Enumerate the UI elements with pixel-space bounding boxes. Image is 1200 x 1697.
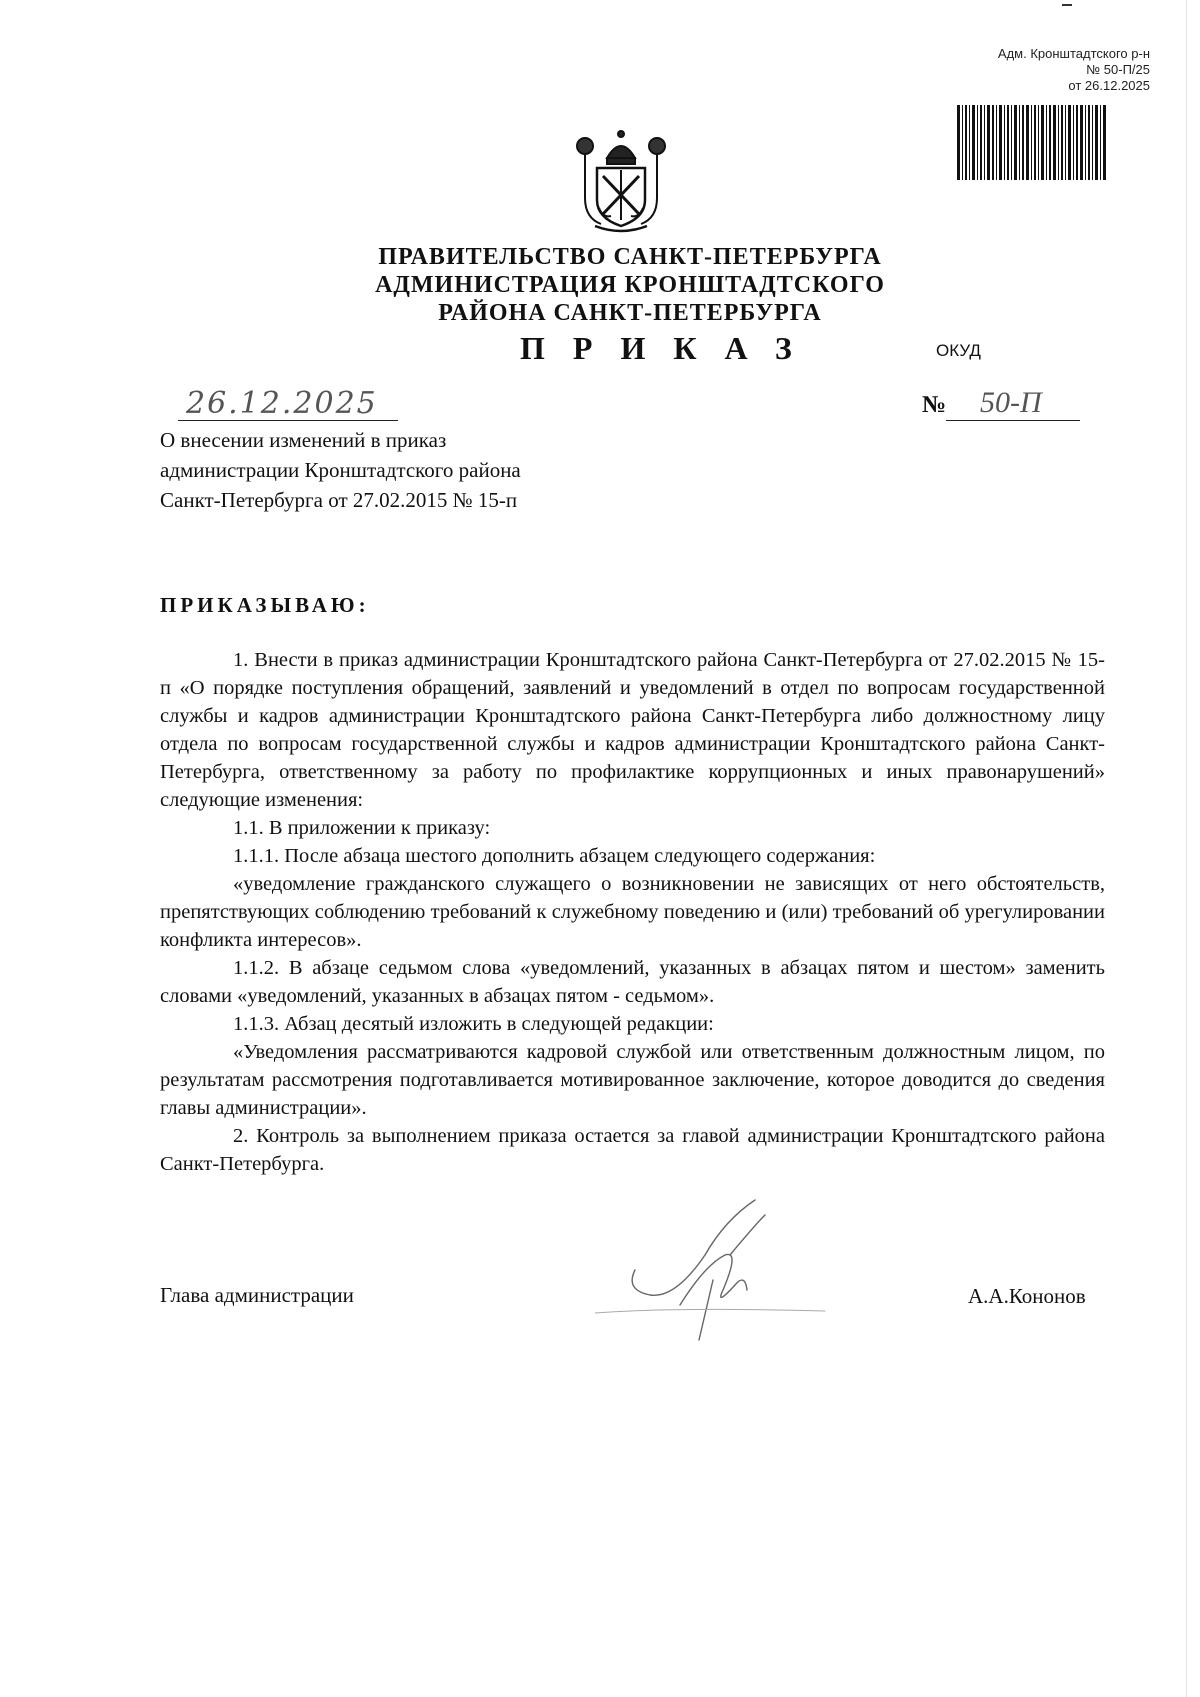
- paragraph-2: 2. Контроль за выполнением приказа остается за главой администрации Кронштадтского района Санкт-Петербурга.: [160, 1125, 1105, 1175]
- subject-line: О внесении изменений в приказ: [160, 428, 447, 452]
- signatory-position: Глава администрации: [160, 1283, 354, 1307]
- quoted-new-wording: «Уведомления рассматриваются кадровой службой или ответственным должностным лицом, по результатам рассмотрения подготавливается мотивированное заключение, которое доводится до сведения главы администрации».: [160, 1041, 1105, 1119]
- signatory-name: А.А.Кононов: [968, 1284, 1086, 1308]
- subject-line: Санкт-Петербурга от 27.02.2015 № 15-п: [160, 488, 518, 512]
- document-subject: [160, 425, 521, 515]
- handwritten-number: 50-П: [980, 386, 1042, 419]
- paragraph-1-1-3: 1.1.3. Абзац десятый изложить в следующей редакции:: [233, 1013, 714, 1035]
- header-district: РАЙОНА САНКТ-ПЕТЕРБУРГА: [438, 300, 822, 326]
- handwritten-signature: [595, 1195, 835, 1345]
- coat-of-arms-icon: [567, 128, 675, 233]
- subject-line: администрации Кронштадтского района: [160, 458, 521, 482]
- quoted-addition: «уведомление гражданского служащего о возникновении не зависящих от него обстоятельств, препятствующих соблюдению требований к служебному поведению и (или) требований об урегулировании конфликта интересов».: [160, 873, 1105, 951]
- order-heading: ПРИКАЗЫВАЮ:: [160, 593, 370, 617]
- paragraph-1-1-2: 1.1.2. В абзаце седьмом слова «уведомлений, указанных в абзацах пятом и шестом» заменить словами «уведомлений, указанных в абзацах пятом - седьмом».: [160, 957, 1105, 1007]
- paragraph-1-1: 1.1. В приложении к приказу:: [233, 817, 491, 839]
- order-body: [160, 646, 1105, 1178]
- document-type: ПРИКАЗ: [520, 330, 820, 366]
- barcode-icon: [957, 105, 1107, 180]
- scan-edge-line: [1186, 0, 1187, 1697]
- handwritten-date: 26.12.2025: [186, 386, 378, 421]
- okud-label: ОКУД: [936, 341, 981, 360]
- stamp-date: от 26.12.2025: [1068, 78, 1150, 93]
- stamp-office: Адм. Кронштадтского р-н: [997, 46, 1150, 61]
- paragraph-1-1-1: 1.1.1. После абзаца шестого дополнить абзацем следующего содержания:: [233, 845, 876, 867]
- header-government: ПРАВИТЕЛЬСТВО САНКТ-ПЕТЕРБУРГА: [378, 244, 882, 270]
- scan-mark: [1062, 4, 1072, 6]
- stamp-number: № 50-П/25: [1086, 62, 1150, 77]
- paragraph-1: 1. Внести в приказ администрации Кронштадтского района Санкт-Петербурга от 27.02.2015 № 15-п «О порядке поступления обращений, заявлений и уведомлений в отдел по вопросам государственной службы и кадров администрации Кронштадтского района Санкт-Петербурга либо должностному лицу отдела по вопросам государственной службы и кадров администрации Кронштадтского района Санкт-Петербурга, ответственному за работу по профилактике коррупционных и иных правонарушений» следующие изменения:: [160, 649, 1105, 811]
- registration-stamp: [910, 46, 1150, 94]
- number-label: №: [922, 392, 947, 418]
- header-administration: АДМИНИСТРАЦИЯ КРОНШТАДТСКОГО: [375, 272, 885, 298]
